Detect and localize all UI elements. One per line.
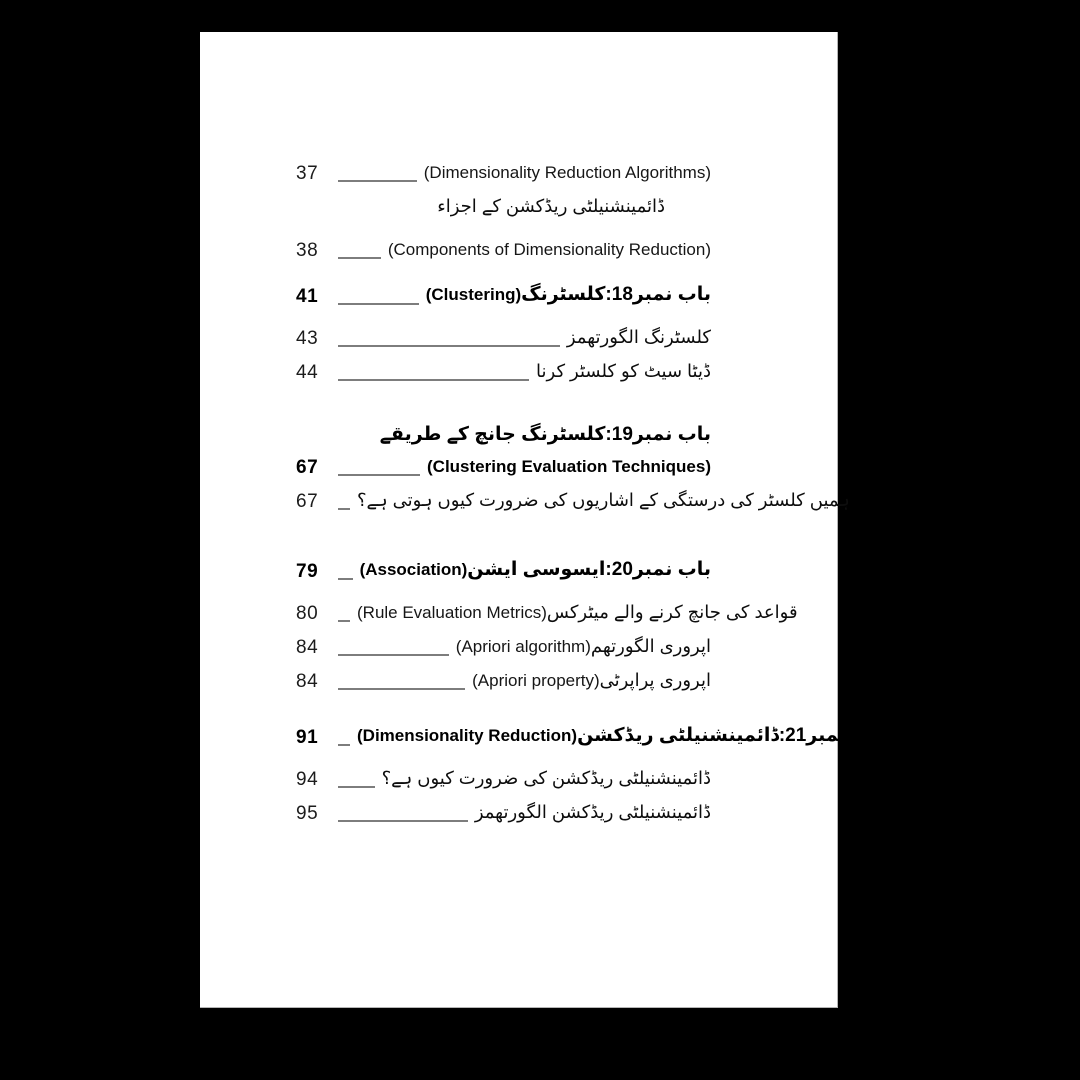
toc-entry bbox=[357, 721, 884, 751]
entry-english: (Rule Evaluation Metrics) bbox=[357, 603, 547, 622]
page-number: 67 bbox=[296, 457, 319, 478]
leader-line bbox=[338, 654, 449, 656]
page-number: 67 bbox=[296, 491, 319, 512]
chapter-title-urdu: باب نمبر20:ایسوسی ایشن bbox=[467, 559, 711, 580]
toc-entry bbox=[426, 280, 711, 310]
entry-english: (Dimensionality Reduction Algorithms) bbox=[423, 163, 711, 182]
toc-row bbox=[296, 763, 711, 793]
toc-row bbox=[296, 160, 711, 187]
entry-urdu: قواعد کی جانچ کرنے والے میٹرکس bbox=[546, 602, 798, 622]
toc-entry bbox=[360, 555, 711, 585]
toc-entry bbox=[475, 797, 711, 827]
page-number: 37 bbox=[296, 163, 319, 184]
page-number: 43 bbox=[296, 328, 319, 349]
toc-entry bbox=[388, 237, 711, 264]
toc-row-chapter bbox=[296, 280, 711, 310]
page-number: 80 bbox=[296, 603, 319, 624]
toc-row bbox=[296, 356, 711, 386]
chapter-title-english: (Clustering) bbox=[425, 285, 522, 304]
entry-urdu: اپروری الگورتھم bbox=[590, 636, 711, 656]
toc-row bbox=[296, 631, 711, 661]
entry-english: (Apriori property) bbox=[472, 671, 600, 690]
table-of-contents bbox=[200, 32, 885, 827]
entry-urdu: ڈائمینشنیلٹی ریڈکشن کی ضرورت کیوں ہے؟ bbox=[381, 768, 711, 788]
toc-entry bbox=[472, 665, 711, 695]
toc-entry bbox=[357, 597, 798, 627]
toc-row bbox=[296, 485, 850, 515]
leader-line bbox=[338, 820, 468, 822]
toc-entry bbox=[437, 191, 665, 221]
leader-line bbox=[338, 688, 465, 690]
page-number: 91 bbox=[296, 727, 319, 748]
toc-entry bbox=[427, 454, 711, 481]
toc-row-chapter bbox=[296, 555, 711, 585]
page-number: 79 bbox=[296, 561, 319, 582]
page-number: 94 bbox=[296, 769, 319, 790]
toc-row bbox=[296, 665, 711, 695]
page-number: 44 bbox=[296, 362, 319, 383]
entry-english: (Apriori algorithm) bbox=[455, 637, 591, 656]
toc-row bbox=[296, 237, 711, 264]
toc-row-chapter bbox=[296, 721, 885, 751]
book-page bbox=[200, 32, 885, 1008]
toc-entry bbox=[424, 160, 711, 187]
chapter-title-urdu: باب نمبر18:کلسٹرنگ bbox=[521, 284, 711, 305]
leader-line bbox=[338, 578, 353, 580]
leader-line bbox=[338, 257, 381, 259]
toc-row bbox=[296, 322, 711, 352]
leader-line bbox=[338, 180, 417, 182]
chapter-title-urdu: باب نمبر21:ڈائمینشنیلٹی ریڈکشن bbox=[577, 725, 885, 746]
entry-urdu: اپروری پراپرٹی bbox=[599, 670, 711, 690]
leader-line bbox=[338, 345, 560, 347]
leader-line bbox=[338, 508, 350, 510]
entry-urdu: ڈائمینشنیلٹی ریڈکشن الگورتھمز bbox=[474, 802, 711, 822]
leader-line bbox=[338, 474, 420, 476]
page-number: 41 bbox=[296, 286, 319, 307]
chapter-title-urdu: باب نمبر19:کلسٹرنگ جانچ کے طریقے bbox=[379, 424, 711, 445]
toc-entry bbox=[380, 420, 711, 450]
chapter-title-english: (Dimensionality Reduction) bbox=[357, 726, 578, 745]
page-number: 84 bbox=[296, 637, 319, 658]
page-number: 84 bbox=[296, 671, 319, 692]
chapter-title-english: (Association) bbox=[359, 560, 468, 579]
entry-urdu: ڈائمینشنیلٹی ریڈکشن کے اجزاء bbox=[437, 196, 665, 216]
leader-line bbox=[338, 379, 529, 381]
entry-urdu: کلسٹرنگ الگورتھمز bbox=[566, 327, 711, 347]
toc-entry bbox=[456, 631, 711, 661]
toc-entry bbox=[357, 485, 850, 515]
leader-line bbox=[338, 744, 350, 746]
toc-entry bbox=[382, 763, 711, 793]
entry-urdu: ڈیٹا سیٹ کو کلسٹر کرنا bbox=[536, 361, 711, 381]
leader-line bbox=[338, 303, 419, 305]
chapter-title-english: (Clustering Evaluation Techniques) bbox=[427, 457, 711, 476]
toc-entry bbox=[536, 356, 711, 386]
toc-row-chapter bbox=[296, 454, 711, 481]
toc-entry bbox=[567, 322, 711, 352]
entry-english: (Components of Dimensionality Reduction) bbox=[387, 240, 711, 259]
page-number: 38 bbox=[296, 240, 319, 261]
entry-urdu: ہمیں کلسٹر کی درستگی کے اشاریوں کی ضرورت کیوں ہوتی ہے؟ bbox=[357, 490, 850, 510]
toc-row-chapter-heading bbox=[296, 420, 711, 450]
toc-row bbox=[296, 597, 798, 627]
toc-row-urdu-note bbox=[296, 191, 711, 221]
page-number: 95 bbox=[296, 803, 319, 824]
toc-row bbox=[296, 797, 711, 827]
leader-line bbox=[338, 620, 350, 622]
leader-line bbox=[338, 786, 375, 788]
